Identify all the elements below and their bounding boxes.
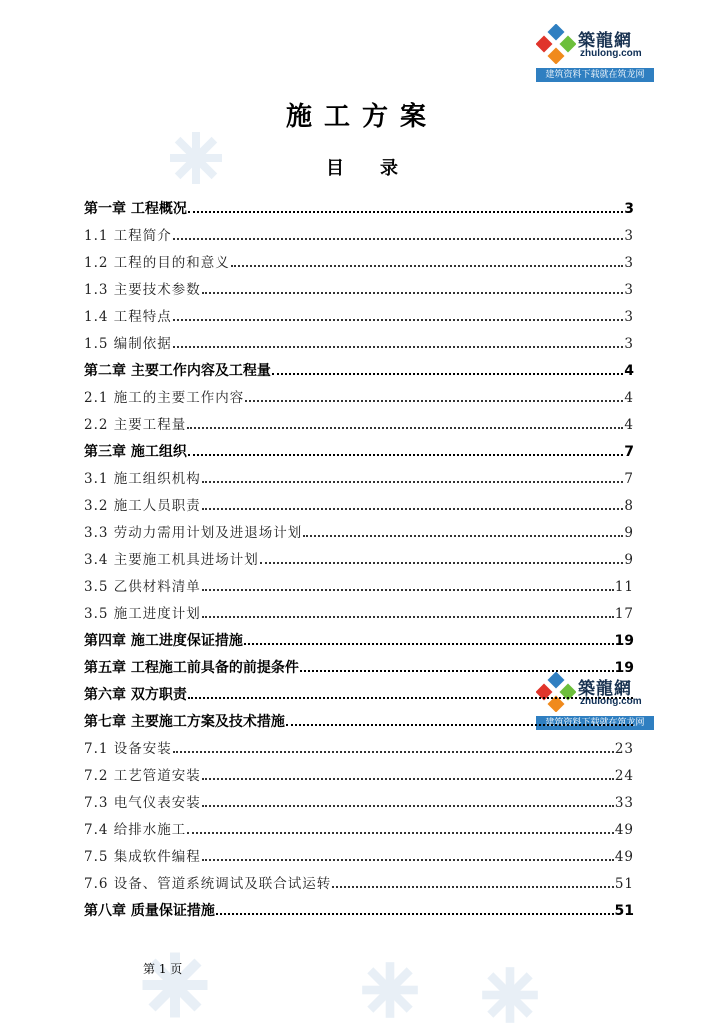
toc-entry-label: 7.5 集成软件编程: [84, 849, 201, 865]
toc-section-entry[interactable]: [84, 786, 634, 813]
toc-dot-leader: [188, 211, 623, 213]
toc-section-entry[interactable]: [84, 516, 634, 543]
toc-entry-label: 3.2 施工人员职责: [84, 498, 201, 514]
toc-entry-page: 7: [624, 471, 634, 487]
toc-entry-page: 49: [614, 822, 634, 838]
toc-heading-part-1: 目: [326, 158, 344, 179]
toc-entry-label: 3.5 乙供材料清单: [84, 579, 201, 595]
toc-dot-leader: [245, 400, 623, 402]
toc-dot-leader: [173, 319, 624, 321]
toc-entry-label: 第一章 工程概况: [84, 201, 187, 217]
toc-section-entry[interactable]: [84, 273, 634, 300]
logo-name: 築龍網: [578, 679, 632, 699]
toc-entry-label: 1.1 工程简介: [84, 228, 172, 244]
toc-section-entry[interactable]: [84, 732, 634, 759]
toc-entry-label: 第七章 主要施工方案及技术措施: [84, 714, 285, 730]
toc-section-entry[interactable]: [84, 489, 634, 516]
toc-entry-label: 3.1 施工组织机构: [84, 471, 201, 487]
toc-entry-page: 19: [614, 633, 634, 649]
toc-dot-leader: [173, 346, 624, 348]
toc-entry-label: 7.3 电气仪表安装: [84, 795, 201, 811]
toc-entry-page: 24: [614, 768, 634, 784]
toc-entry-label: 第四章 施工进度保证措施: [84, 633, 243, 649]
toc-section-entry[interactable]: [84, 759, 634, 786]
toc-dot-leader: [202, 508, 624, 510]
table-of-contents: [84, 192, 634, 921]
toc-dot-leader: [173, 238, 624, 240]
toc-entry-page: 3: [624, 201, 634, 217]
toc-entry-label: 第六章 双方职责: [84, 687, 187, 703]
toc-dot-leader: [202, 292, 624, 294]
toc-entry-page: 49: [614, 849, 634, 865]
toc-entry-label: 3.4 主要施工机具进场计划: [84, 552, 259, 568]
toc-entry-page: 51: [614, 903, 634, 919]
zhulong-logo-icon: [536, 24, 576, 64]
toc-entry-page: 33: [614, 795, 634, 811]
toc-dot-leader: [202, 616, 614, 618]
toc-entry-label: 1.3 主要技术参数: [84, 282, 201, 298]
toc-heading-part-2: 录: [380, 158, 398, 179]
toc-dot-leader: [216, 913, 614, 915]
toc-dot-leader: [260, 562, 624, 564]
toc-dot-leader: [244, 643, 614, 645]
toc-entry-page: 7: [624, 444, 634, 460]
toc-entry-label: 第三章 施工组织: [84, 444, 187, 460]
toc-entry-page: 11: [614, 579, 634, 595]
toc-dot-leader: [300, 670, 614, 672]
toc-section-entry[interactable]: [84, 597, 634, 624]
toc-dot-leader: [332, 886, 614, 888]
toc-chapter-entry[interactable]: [84, 354, 634, 381]
toc-entry-label: 1.2 工程的目的和意义: [84, 255, 230, 271]
toc-dot-leader: [286, 724, 633, 726]
toc-section-entry[interactable]: [84, 570, 634, 597]
toc-entry-label: 3.3 劳动力需用计划及进退场计划: [84, 525, 303, 541]
toc-entry-label: 7.6 设备、管道系统调试及联合试运转: [84, 876, 332, 892]
toc-entry-page: 23: [614, 741, 634, 757]
toc-entry-label: 1.5 编制依据: [84, 336, 172, 352]
toc-section-entry[interactable]: [84, 327, 634, 354]
logo-domain: zhulong.com: [580, 696, 642, 707]
toc-section-entry[interactable]: [84, 219, 634, 246]
toc-entry-label: 1.4 工程特点: [84, 309, 172, 325]
toc-entry-page: 4: [624, 390, 634, 406]
toc-section-entry[interactable]: [84, 246, 634, 273]
toc-section-entry[interactable]: [84, 840, 634, 867]
toc-dot-leader: [202, 589, 614, 591]
document-title: 施工方案: [285, 102, 438, 132]
toc-dot-leader: [272, 373, 623, 375]
toc-entry-page: 8: [624, 498, 634, 514]
toc-dot-leader: [173, 751, 614, 753]
toc-dot-leader: [202, 805, 614, 807]
toc-entry-label: 2.2 主要工程量: [84, 417, 187, 433]
logo-slogan: 建筑资料下载就在筑龙网: [536, 716, 654, 730]
toc-chapter-entry[interactable]: [84, 192, 634, 219]
toc-entry-page: 3: [624, 255, 634, 271]
toc-section-entry[interactable]: [84, 408, 634, 435]
toc-section-entry[interactable]: [84, 381, 634, 408]
toc-section-entry[interactable]: [84, 867, 634, 894]
toc-dot-leader: [303, 535, 623, 537]
logo-slogan: 建筑资料下载就在筑龙网: [536, 68, 654, 82]
toc-chapter-entry[interactable]: [84, 624, 634, 651]
toc-entry-page: 3: [624, 228, 634, 244]
toc-chapter-entry[interactable]: [84, 678, 634, 705]
toc-entry-page: 19: [614, 660, 634, 676]
toc-chapter-entry[interactable]: [84, 435, 634, 462]
toc-dot-leader: [188, 697, 633, 699]
watermark-ornament: [360, 960, 420, 1020]
toc-dot-leader: [187, 832, 614, 834]
toc-entry-label: 第八章 质量保证措施: [84, 903, 215, 919]
toc-entry-page: 3: [624, 336, 634, 352]
page-number-footer: 第 1 页: [143, 962, 183, 976]
toc-entry-label: 7.1 设备安装: [84, 741, 172, 757]
toc-section-entry[interactable]: [84, 813, 634, 840]
toc-entry-label: 第五章 工程施工前具备的前提条件: [84, 660, 299, 676]
toc-section-entry[interactable]: [84, 543, 634, 570]
toc-dot-leader: [188, 454, 623, 456]
toc-dot-leader: [187, 427, 623, 429]
toc-heading: [0, 154, 724, 180]
toc-dot-leader: [202, 481, 624, 483]
zhulong-logo: [536, 24, 654, 82]
toc-entry-page: 9: [624, 552, 634, 568]
toc-entry-page: 3: [624, 309, 634, 325]
toc-entry-page: 51: [614, 876, 634, 892]
toc-section-entry[interactable]: [84, 462, 634, 489]
toc-entry-label: 3.5 施工进度计划: [84, 606, 201, 622]
toc-chapter-entry[interactable]: [84, 705, 634, 732]
toc-dot-leader: [202, 859, 614, 861]
toc-entry-page: 4: [624, 363, 634, 379]
toc-entry-page: 17: [614, 606, 634, 622]
toc-entry-label: 2.1 施工的主要工作内容: [84, 390, 245, 406]
watermark-ornament: [480, 965, 540, 1025]
logo-domain: zhulong.com: [580, 48, 642, 59]
toc-section-entry[interactable]: [84, 300, 634, 327]
toc-chapter-entry[interactable]: [84, 651, 634, 678]
toc-entry-page: 9: [624, 525, 634, 541]
toc-dot-leader: [231, 265, 624, 267]
toc-chapter-entry[interactable]: [84, 894, 634, 921]
toc-entry-label: 7.4 给排水施工: [84, 822, 187, 838]
toc-entry-label: 7.2 工艺管道安装: [84, 768, 201, 784]
toc-entry-page: 3: [624, 282, 634, 298]
toc-dot-leader: [202, 778, 614, 780]
toc-entry-label: 第二章 主要工作内容及工程量: [84, 363, 271, 379]
logo-name: 築龍網: [578, 31, 632, 51]
toc-entry-page: 4: [624, 417, 634, 433]
